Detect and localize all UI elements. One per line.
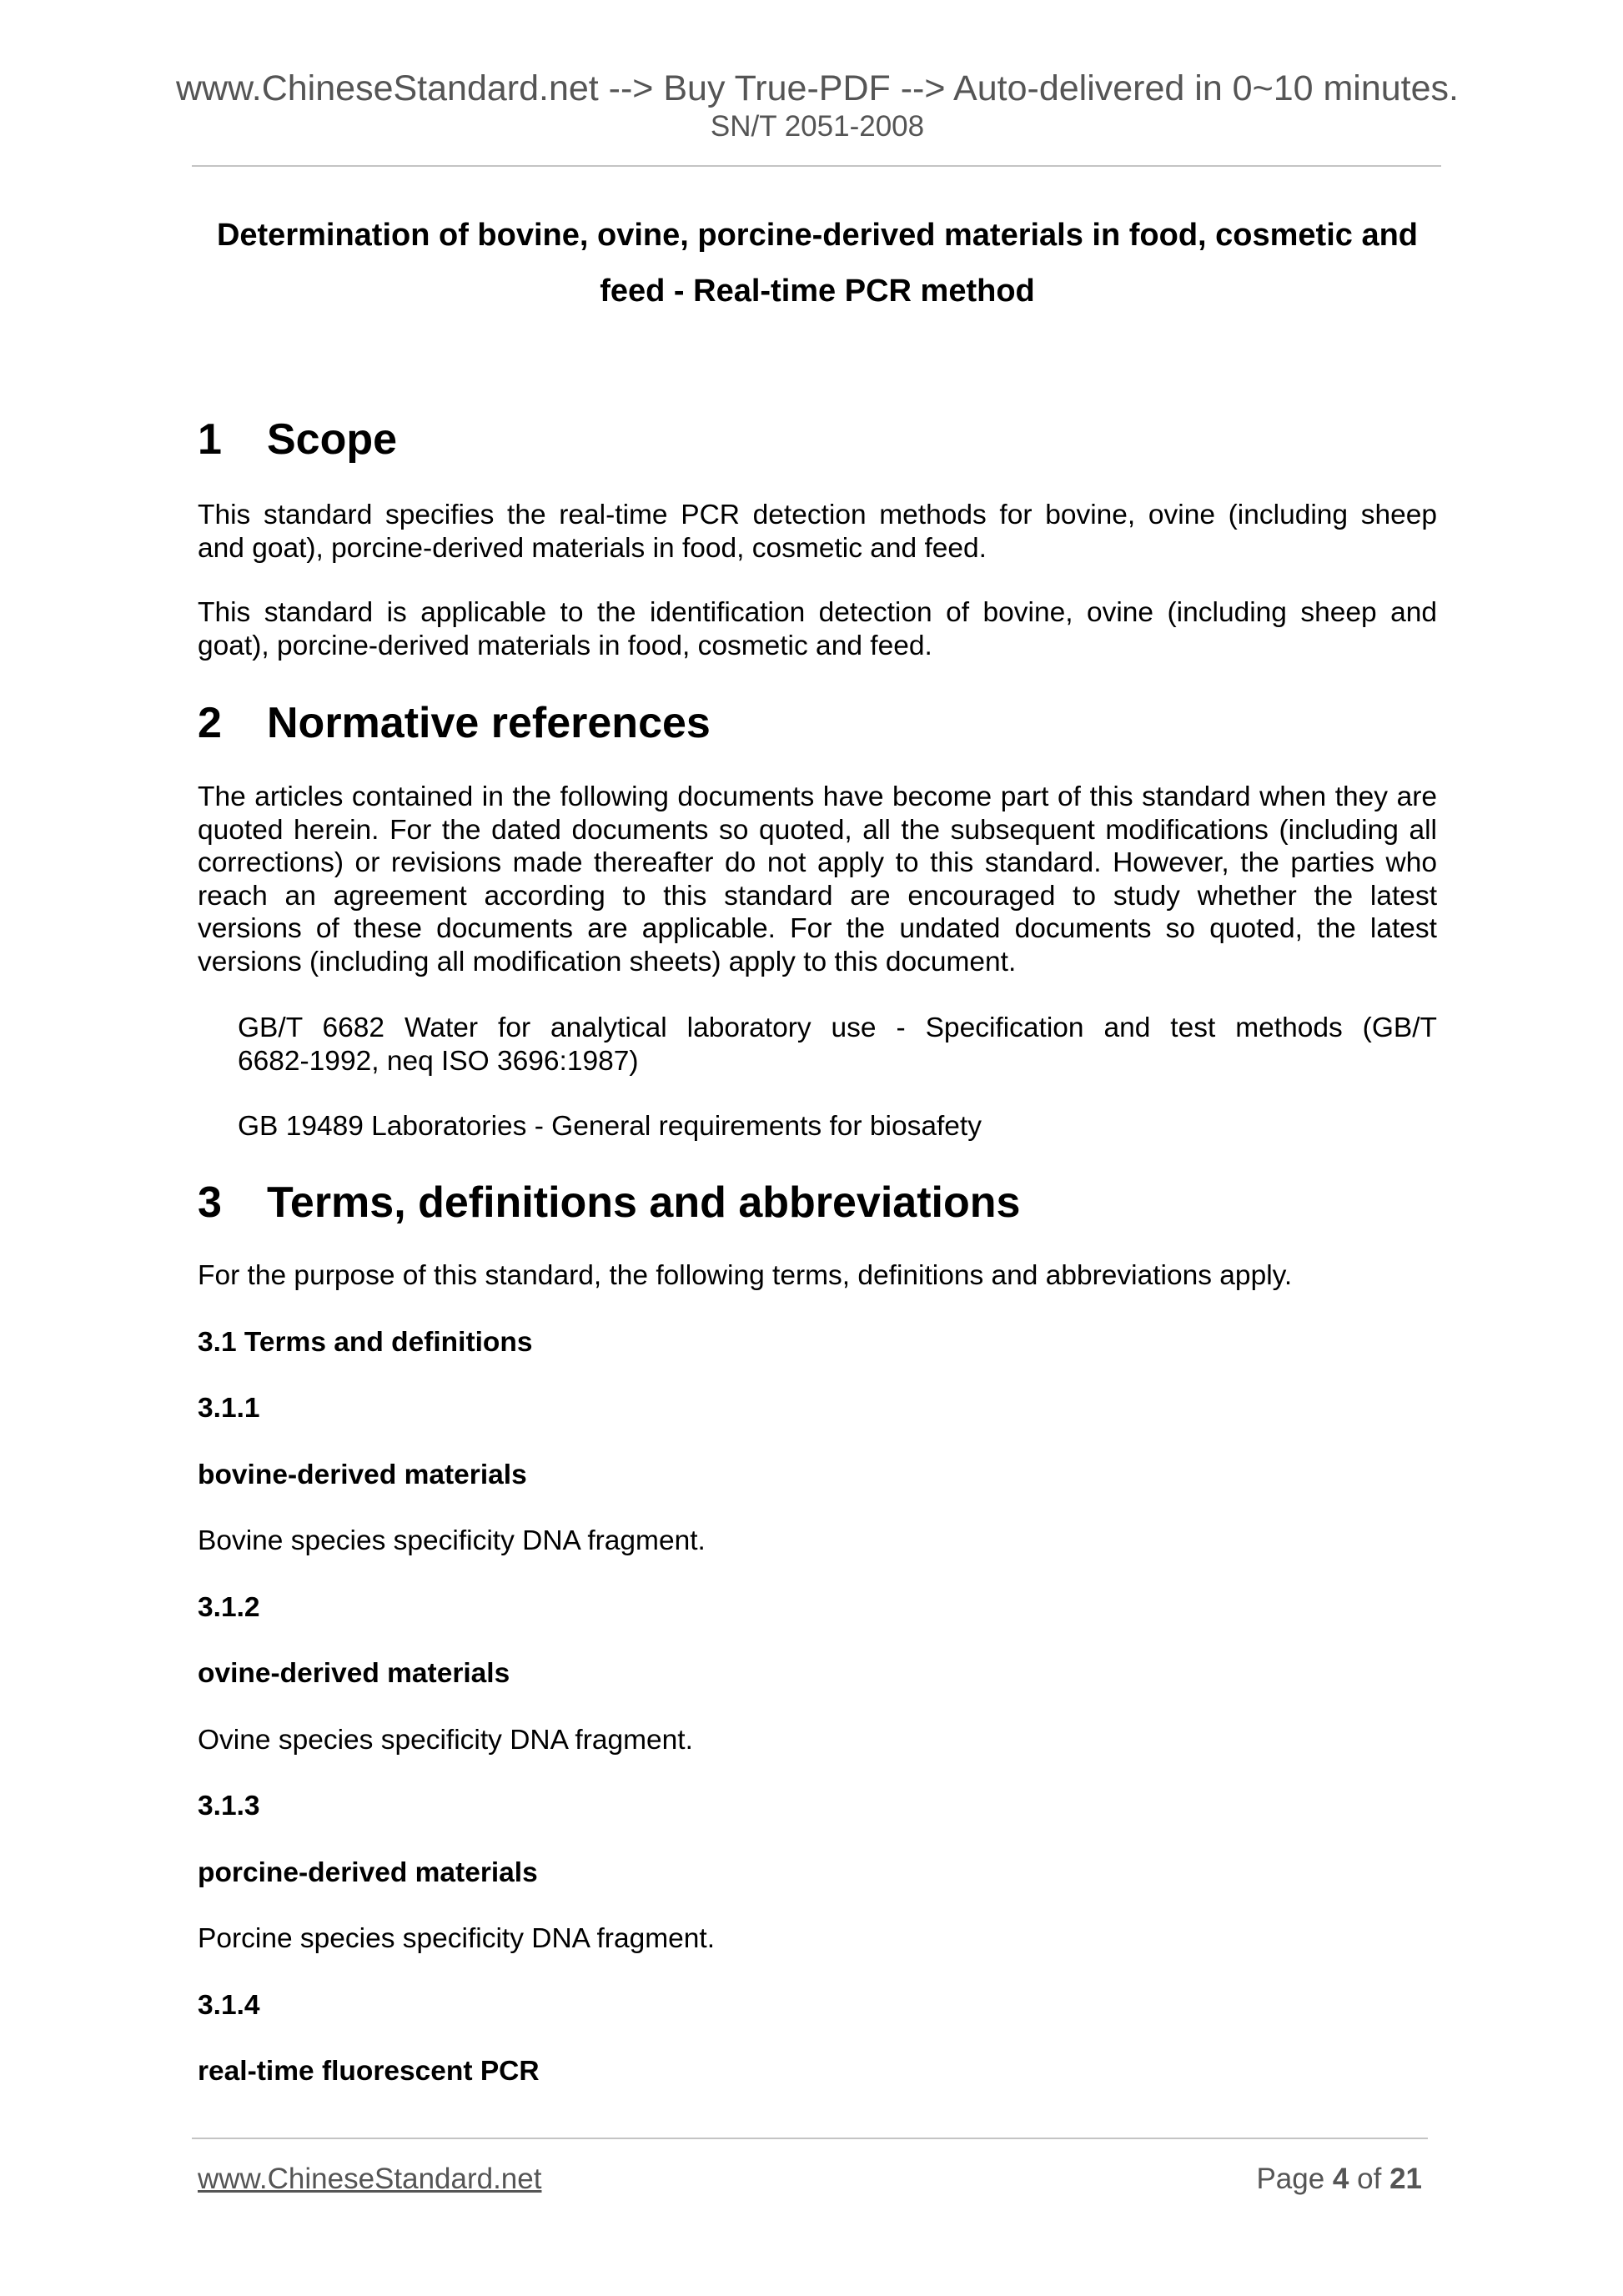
text-line: corrections) or revisions made thereafter do not apply to this standard. However, the parties who xyxy=(198,847,1437,878)
section-number: 1 xyxy=(198,415,222,464)
text-line: goat), porcine-derived materials in food, cosmetic and feed. xyxy=(198,630,932,661)
subsection-title: Terms and definitions xyxy=(244,1326,533,1358)
title-line-1: Determination of bovine, ovine, porcine-derived materials in food, cosmetic and xyxy=(216,218,1419,253)
text-line: GB/T 6682 Water for analytical laboratory use - Specification and test methods (GB/T xyxy=(238,1012,1437,1043)
term-number: 3.1.1 xyxy=(198,1393,260,1424)
term-definition: Porcine species specificity DNA fragment. xyxy=(198,1923,715,1954)
subsection-heading xyxy=(198,1326,1437,1359)
terms-intro: For the purpose of this standard, the following terms, definitions and abbreviations apply. xyxy=(198,1260,1293,1291)
term-name: porcine-derived materials xyxy=(198,1856,538,1888)
text-line: quoted herein. For the dated documents so quoted, all the subsequent modifications (including all xyxy=(198,814,1437,846)
text-line: This standard is applicable to the identification detection of bovine, ovine (including sheep and xyxy=(198,597,1437,628)
term-definition: Ovine species specificity DNA fragment. xyxy=(198,1724,693,1756)
terms-section-body xyxy=(198,1259,1437,2122)
document-title xyxy=(198,208,1437,319)
footer-site-link[interactable]: www.ChineseStandard.net xyxy=(198,2163,542,2195)
page-word: Page xyxy=(1256,2163,1325,2195)
term-name: real-time fluorescent PCR xyxy=(198,2056,540,2087)
normative-paragraph xyxy=(198,781,1437,978)
term-number: 3.1.2 xyxy=(198,1591,260,1623)
text-line: 6682-1992, neq ISO 3696:1987) xyxy=(238,1045,639,1077)
scope-paragraph-2 xyxy=(198,596,1437,662)
header-divider xyxy=(192,165,1441,167)
footer-divider xyxy=(192,2138,1428,2139)
section-number: 3 xyxy=(198,1178,222,1227)
section-title: Normative references xyxy=(267,699,711,747)
text-line: This standard specifies the real-time PCR detection methods for bovine, ovine (including sheep xyxy=(198,500,1437,530)
text-line: versions of these documents are applicable. For the undated documents so quoted, the latest xyxy=(198,913,1437,944)
text-line: The articles contained in the following documents have become part of this standard when they are xyxy=(198,781,1437,812)
section-heading-terms xyxy=(198,1178,1437,1228)
of-word: of xyxy=(1357,2163,1382,2195)
term-name: ovine-derived materials xyxy=(198,1658,510,1689)
section-title: Scope xyxy=(267,415,398,464)
text-line: reach an agreement according to this standard are encouraged to study whether the latest xyxy=(198,880,1437,912)
subsection-number: 3.1 xyxy=(198,1326,237,1358)
scope-paragraph-1 xyxy=(198,499,1437,565)
section-heading-normative-references xyxy=(198,698,1437,748)
section-number: 2 xyxy=(198,699,222,747)
section-heading-scope xyxy=(198,414,1437,465)
reference-gbt-6682 xyxy=(238,1012,1437,1078)
page-indicator xyxy=(1084,2163,1422,2196)
total-pages: 21 xyxy=(1389,2163,1422,2195)
text-line: GB 19489 Laboratories - General requirements for biosafety xyxy=(238,1111,982,1142)
section-title: Terms, definitions and abbreviations xyxy=(267,1178,1021,1227)
standard-code: SN/T 2051-2008 xyxy=(710,110,925,143)
reference-gb-19489 xyxy=(238,1110,1437,1143)
text-line: and goat), porcine-derived materials in food, cosmetic and feed. xyxy=(198,532,987,564)
term-number: 3.1.3 xyxy=(198,1791,260,1821)
term-definition: Bovine species specificity DNA fragment. xyxy=(198,1525,706,1556)
current-page: 4 xyxy=(1332,2163,1349,2195)
title-line-2: feed - Real-time PCR method xyxy=(600,274,1035,309)
text-line: versions (including all modification sheets) apply to this document. xyxy=(198,946,1017,977)
header-banner: www.ChineseStandard.net --> Buy True-PDF --> Auto-delivered in 0~10 minutes. xyxy=(175,68,1459,108)
term-number: 3.1.4 xyxy=(198,1989,260,2021)
term-name: bovine-derived materials xyxy=(198,1459,527,1490)
